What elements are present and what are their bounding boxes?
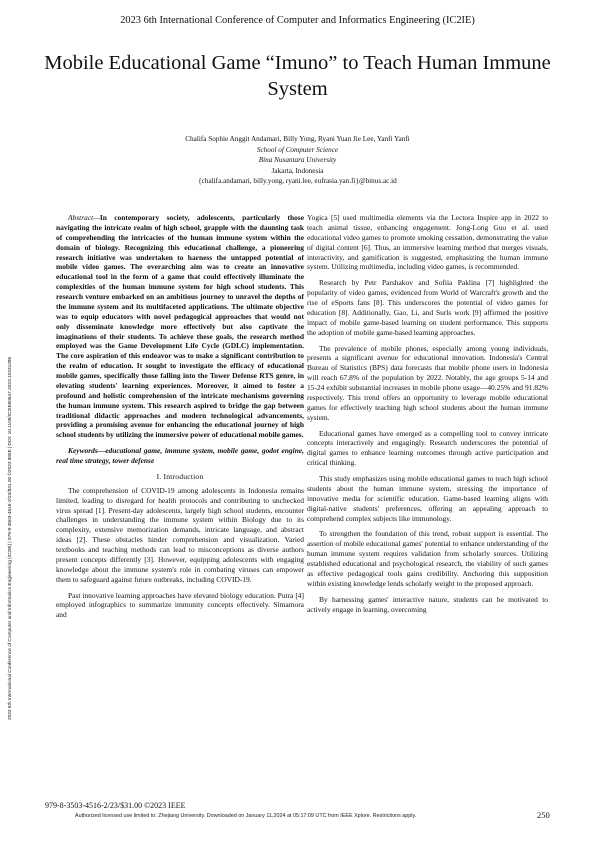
page-number: 250 <box>537 810 550 820</box>
author-city: Jakarta, Indonesia <box>271 166 324 175</box>
body-paragraph: The prevalence of mobile phones, especially among young individuals, presents a significant avenue for educational innovation. Indonesia's Central Bureau of Statistics (BPS) data forecasts that mobile phone users in Indonesia will reach 67.8% of the population by 2022. Notably, the age groups 5-14 and 15-24 exhibit substantial increases in mobile phone usage—40.25% and 91.82% respectively. This trend offers an opportunity to leverage mobile educational games for effectively teaching high school students about the human immune system. <box>307 343 548 422</box>
author-university: Bina Nusantara University <box>258 156 337 164</box>
body-paragraph: The comprehension of COVID-19 among adolescents in Indonesia remains limited, leading to disregard for health protocols and contributing to unchecked virus spread [1]. Present-day adolescents, largely high school students, encounter challenges in understanding the immune system within Biology due to its complexity, extensive memorization demands, intricate language, and abstract ideas [2]. These obstacles hinder comprehension and visualization. Varied textbooks and teaching methods can lead to misconceptions as diverse authors present concepts differently [3]. However, equipping adolescents with engaging knowledge about the immune system's role in combating viruses can empower them to safeguard against future outbreaks, including COVID-19. <box>56 485 304 584</box>
keywords: Keywords—educational game, immune system, mobile game, godot engine, real time strategy, tower defense <box>56 446 304 465</box>
author-emails: {chalifa.andamari, billy.yong, ryani.lee, eufrasia.yan.fi}@binus.ac.id <box>198 177 397 185</box>
conference-header: 2023 6th International Conference of Computer and Informatics Engineering (IC2IE) <box>120 15 475 26</box>
abstract <box>56 213 304 440</box>
author-names: Chalifa Sophie Anggit Andamari, Billy Yong, Ryani Yuan Jie Lee, Yanfi Yanfi <box>185 135 410 143</box>
body-paragraph: Yogica [5] used multimedia elements via the Lectora Inspire app in 2022 to teach animal tissue, enhancing engagement. Jong-Long Guo et al. used educational video games to promote smoking cessation, demonstrating the value of digital content [6]. Thus, an immersive learning method that merges visuals, interactivity, and gamification is suggested, emphasizing the human immune system. Utilizing multimedia, including video games, is recommended. <box>307 213 548 272</box>
section-heading: I. Introduction <box>156 471 204 481</box>
abstract-text: In contemporary society, adolescents, particularly those navigating the intricate realm of high school, grapple with the daunting task of comprehending the intricacies of the human immune system within the domain of biology. Recognizing this educational challenge, a pioneering research initiative was undertaken to harness the untapped potential of mobile video games. The overarching aim was to create an innovative educational tool in the form of a game that could effectively illuminate the complexities of the human immune system for high school students. This research venture embarked on an ambitious journey to unravel the depths of the immune system and its multifaceted applications. The ultimate objective was to equip educators with novel pedagogical approaches that would not only disseminate knowledge more effectively but also captivate the imaginations of their students. To achieve these goals, the research method employed was the Game Development Life Cycle (GDLC) implementation. The core aspiration of this endeavor was to make a significant contribution to the realm of education. It sought to investigate the efficacy of educational mobile games, specifically those falling into the Tower Defense RTS genre, in elevating students' learning experiences. Moreover, it aimed to foster a profound and holistic comprehension of the intricate mechanisms governing the human immune system. This research aspired to bridge the gap between traditional didactic approaches and modern technological advancements, providing a promising avenue for enhancing the educational journey of high school students by utilizing the immersive power of educational mobile games. <box>56 213 304 440</box>
body-paragraph: To strengthen the foundation of this trend, robust support is essential. The assertion of mobile educational games' potential to enhance understanding of the human immune system requires validation from scholarly sources. Utilizing established educational and psychological research, the viability of such games as effective pedagogical tools gains credibility. Anchoring this supposition within existing knowledge lends scholarly weight to the proposed approach. <box>307 529 548 588</box>
body-paragraph: By harnessing games' interactive nature, students can be motivated to actively engage in learning, overcoming <box>307 594 548 614</box>
abstract-lead: Abstract— <box>68 213 100 222</box>
body-paragraph: Educational games have emerged as a compelling tool to convey intricate concepts interactively and engagingly. Research underscores the potential of digital games to enhance learning outcomes through active participation and critical thinking. <box>307 428 548 468</box>
paper-title: Mobile Educational Game “Imuno” to Teach Human Immune System <box>44 52 551 100</box>
author-block <box>60 134 535 187</box>
side-identifier <box>0 215 16 720</box>
footer-license: Authorized licensed use limited to: Zhejiang University. Downloaded on January 11,2024 at 05:17:09 UTC from IEEE Xplore. Restrictions apply. <box>75 813 417 819</box>
right-column <box>307 213 548 620</box>
body-paragraph: Past innovative learning approaches have elevated biology education. Putra [4] employed infographics to summarize immunity concepts effectively. Simamora and <box>56 590 304 620</box>
body-paragraph: Research by Petr Parshakov and Sofiia Paklina [7] highlighted the popularity of video games, evidenced from World of Warcraft's growth and the rise of eSports fans [8]. This underscores the potential of video games for education [8]. Additionally, Gao, Li, and Surls work [9] affirmed the positive impact of mobile game-based learning on student performance. This supports the adoption of mobile game-based learning approaches. <box>307 278 548 337</box>
left-column <box>56 213 304 626</box>
body-paragraph: This study emphasizes using mobile educational games to teach high school students about the human immune system, stressing the importance of innovative media for scientific education. Game-based learning aligns with digital-native students' preferences, offering an appealing approach to comprehend complex subjects like immunology. <box>307 474 548 523</box>
footer-isbn: 979-8-3503-4516-2/23/$31.00 ©2023 IEEE <box>45 801 186 810</box>
side-identifier-text: 2023 6th International Conference of Computer and Informatics Engineering (IC2IE) | 979-8-3503-4516-2/23/$31.00 ©2023 IEEE | DOI: 10.1109/IC2IE60547.2023.10331286 <box>8 356 13 720</box>
author-school: School of Computer Science <box>256 145 339 154</box>
